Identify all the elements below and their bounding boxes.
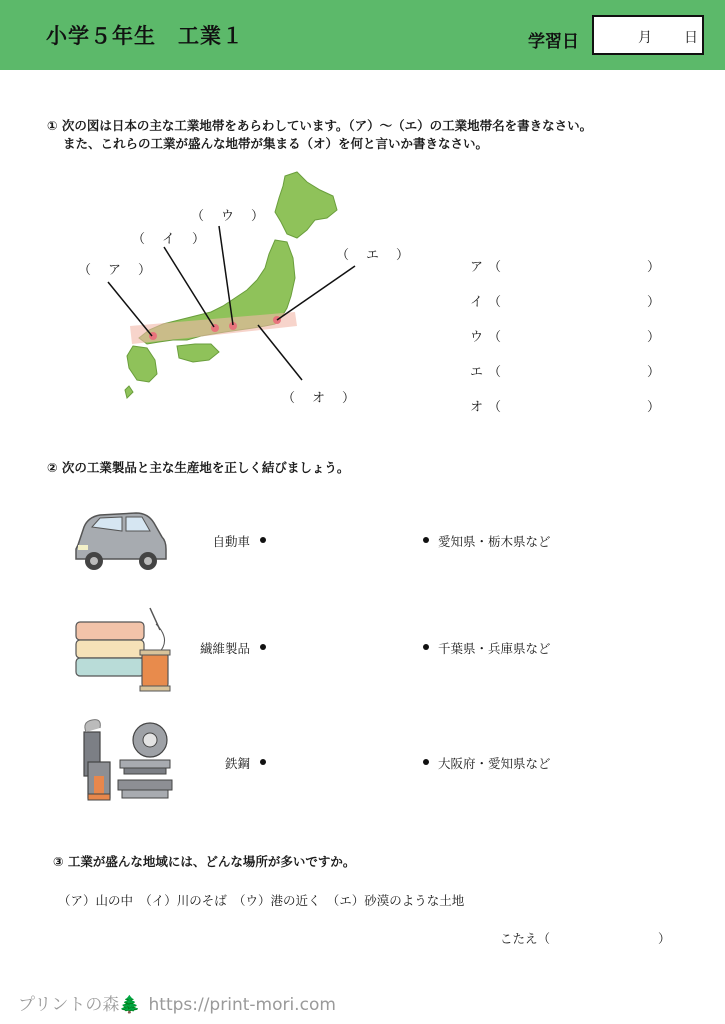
product-textile: 繊維製品 xyxy=(199,641,250,656)
footer-url[interactable]: https://print-mori.com xyxy=(148,995,336,1015)
footer xyxy=(18,990,336,1015)
page-title: 小学５年生 工業１ xyxy=(46,24,244,48)
map-label-a: （ ア ） xyxy=(78,263,154,278)
product-dot-car[interactable] xyxy=(260,537,266,543)
answer-label: ア xyxy=(470,260,484,275)
q3-text: ③ 工業が盛んな地域には、どんな場所が多いですか。 xyxy=(53,854,356,869)
map-label-i: （ イ ） xyxy=(132,232,208,247)
product-dot-textile[interactable] xyxy=(260,644,266,650)
map-label-o: （ オ ） xyxy=(282,391,358,406)
product-steel: 鉄鋼 xyxy=(224,756,250,771)
steel-illustration xyxy=(78,718,174,806)
map-label-u: （ ウ ） xyxy=(191,209,267,224)
q3-answer-label: こたえ（ xyxy=(500,931,551,946)
q3-answer-field[interactable] xyxy=(560,926,655,946)
answer-row-u[interactable]: ウ （ ） xyxy=(470,330,660,345)
region-dot-aichi-tochigi[interactable] xyxy=(423,537,429,543)
q1-text-line2: また、これらの工業が盛んな地帯が集まる（オ）を何と言いか書きなさい。 xyxy=(63,136,489,151)
region-dot-osaka-aichi[interactable] xyxy=(423,759,429,765)
region-dot-chiba-hyogo[interactable] xyxy=(423,644,429,650)
region-chiba-hyogo: 千葉県・兵庫県など xyxy=(438,641,551,656)
month-label: 月 xyxy=(638,30,652,46)
answer-row-i[interactable]: イ （ ） xyxy=(470,295,660,310)
footer-brand: プリントの森🌲 xyxy=(18,995,141,1015)
q1-text-line1: ① 次の図は日本の主な工業地帯をあらわしています。（ア）〜（エ）の工業地帯名を書きなさい。 xyxy=(47,118,593,133)
day-label: 日 xyxy=(684,30,698,46)
answer-row-a[interactable]: ア （ ） xyxy=(470,260,660,275)
region-osaka-aichi: 大阪府・愛知県など xyxy=(438,756,551,771)
product-dot-steel[interactable] xyxy=(260,759,266,765)
textile-illustration xyxy=(72,600,172,695)
car-illustration xyxy=(72,505,170,573)
region-aichi-tochigi: 愛知県・栃木県など xyxy=(438,534,551,549)
answer-label: オ xyxy=(470,400,484,415)
answer-label: ウ xyxy=(470,330,484,345)
product-car: 自動車 xyxy=(212,534,250,549)
answer-label: イ xyxy=(470,295,484,310)
answer-label: エ xyxy=(470,365,484,380)
answer-row-o[interactable]: オ （ ） xyxy=(470,400,660,415)
study-date-label: 学習日 xyxy=(528,32,579,52)
q2-text: ② 次の工業製品と主な生産地を正しく結びましょう。 xyxy=(47,460,350,475)
answer-row-e[interactable]: エ （ ） xyxy=(470,365,660,380)
q3-answer-close: ） xyxy=(658,931,671,946)
map-label-e: （ エ ） xyxy=(336,248,412,263)
q3-options: （ア）山の中 （イ）川のそば （ウ）港の近く （エ）砂漠のような土地 xyxy=(58,893,465,908)
